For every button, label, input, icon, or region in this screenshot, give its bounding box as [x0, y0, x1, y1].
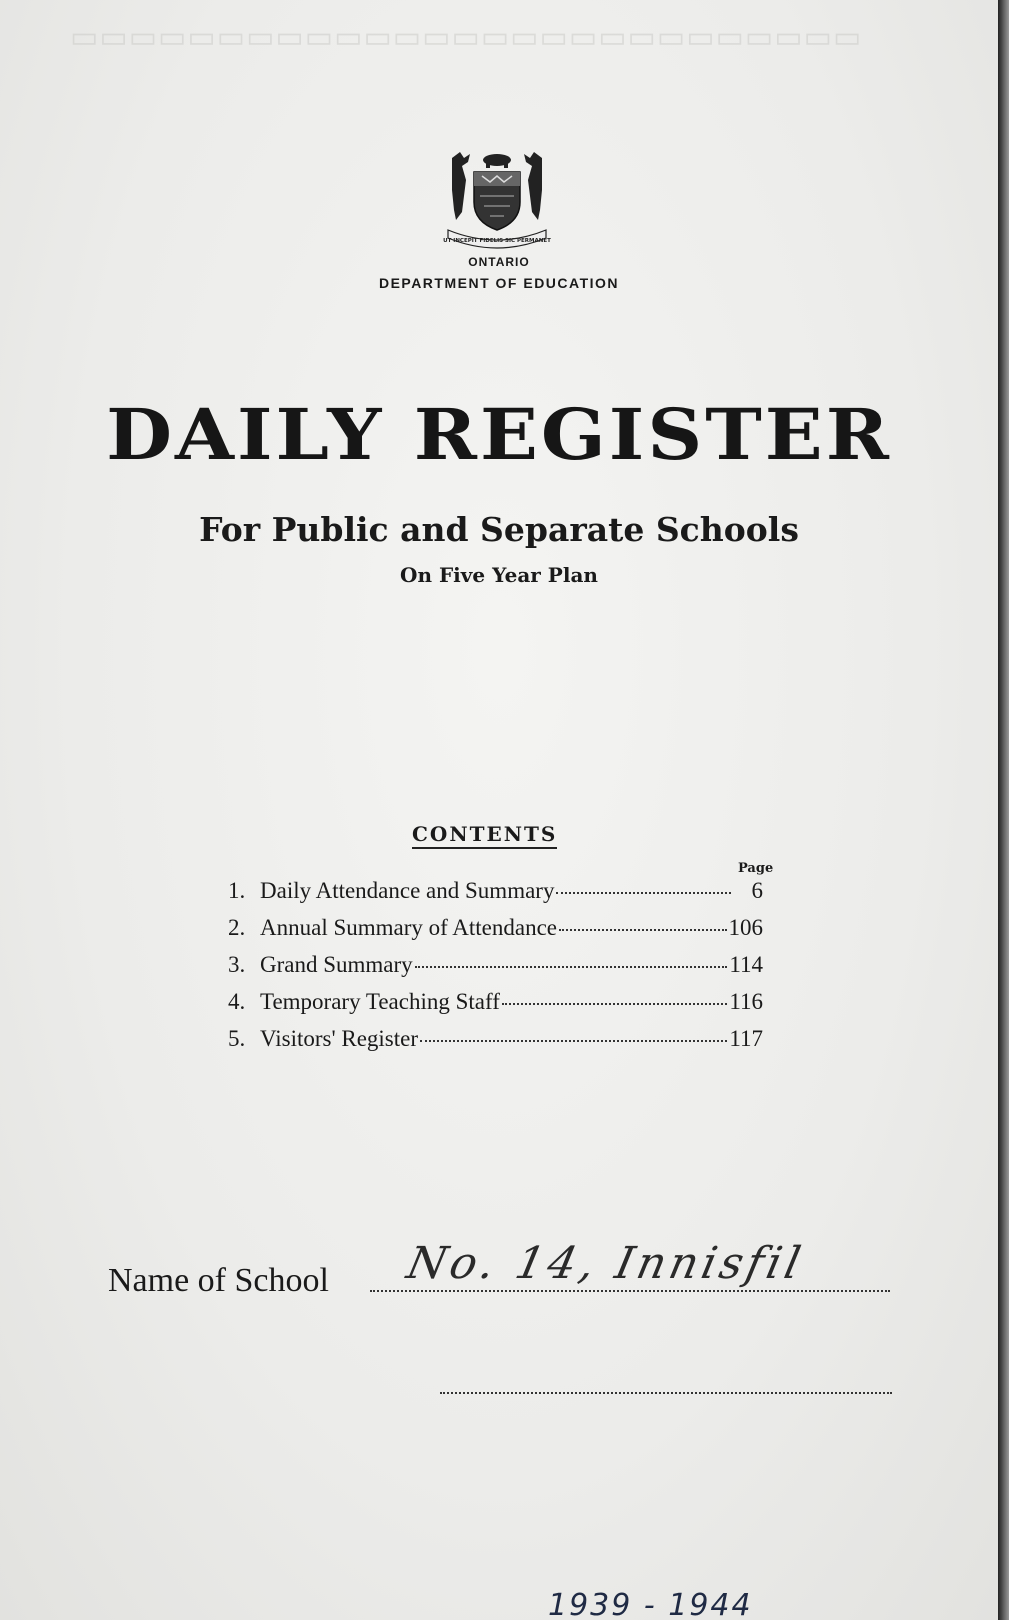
toc-item[interactable] [228, 1026, 763, 1063]
school-name-label: Name of School [108, 1262, 329, 1299]
page-column-heading: Page [738, 861, 774, 876]
contents-heading: CONTENTS [412, 822, 557, 849]
leader-dots [415, 966, 728, 968]
toc-item-page: 114 [729, 952, 763, 977]
school-name-line [370, 1290, 890, 1292]
department-label: DEPARTMENT OF EDUCATION [378, 275, 620, 291]
blank-fill-line [440, 1392, 892, 1394]
handwritten-years: 1939 - 1944 [548, 1588, 753, 1620]
leader-dots [420, 1040, 727, 1042]
toc-item-number: 4. [228, 989, 246, 1014]
table-of-contents [228, 878, 763, 1063]
toc-item-page: 116 [729, 989, 763, 1014]
page-subtitle: For Public and Separate Schools [199, 510, 799, 549]
page-title: DAILY REGISTER [106, 393, 892, 476]
leader-dots [502, 1003, 727, 1005]
toc-item-number: 5. [228, 1026, 246, 1051]
leader-dots [556, 892, 731, 894]
toc-item-number: 2. [228, 915, 246, 940]
toc-item[interactable] [228, 952, 763, 989]
toc-item-page: 117 [729, 1026, 763, 1051]
plan-label: On Five Year Plan [400, 563, 598, 587]
toc-item[interactable] [228, 989, 763, 1026]
toc-item-page: 106 [728, 915, 763, 940]
svg-text:UT INCEPIT FIDELIS SIC PERMANE: UT INCEPIT FIDELIS SIC PERMANET [443, 238, 551, 244]
school-name-handwritten: No. 14, Innisfil [402, 1238, 809, 1289]
toc-item-number: 1. [228, 878, 246, 903]
page-binding-edge [998, 0, 1009, 1620]
ontario-coat-of-arms-icon [442, 150, 552, 250]
bleed-through-shadow: ▭▭▭▭▭▭▭▭▭▭▭▭▭▭▭▭▭▭▭▭▭▭▭▭▭▭▭ [70, 21, 863, 54]
toc-item[interactable] [228, 878, 763, 915]
toc-item-label: Daily Attendance and Summary [260, 878, 555, 903]
toc-item-number: 3. [228, 952, 246, 977]
toc-item-label: Visitors' Register [260, 1026, 419, 1051]
toc-item-label: Annual Summary of Attendance [260, 915, 558, 940]
toc-item-page: 6 [751, 878, 763, 903]
province-label: ONTARIO [468, 255, 530, 269]
toc-item-label: Temporary Teaching Staff [260, 989, 500, 1014]
leader-dots [559, 929, 726, 931]
toc-item-label: Grand Summary [260, 952, 413, 977]
toc-item[interactable] [228, 915, 763, 952]
